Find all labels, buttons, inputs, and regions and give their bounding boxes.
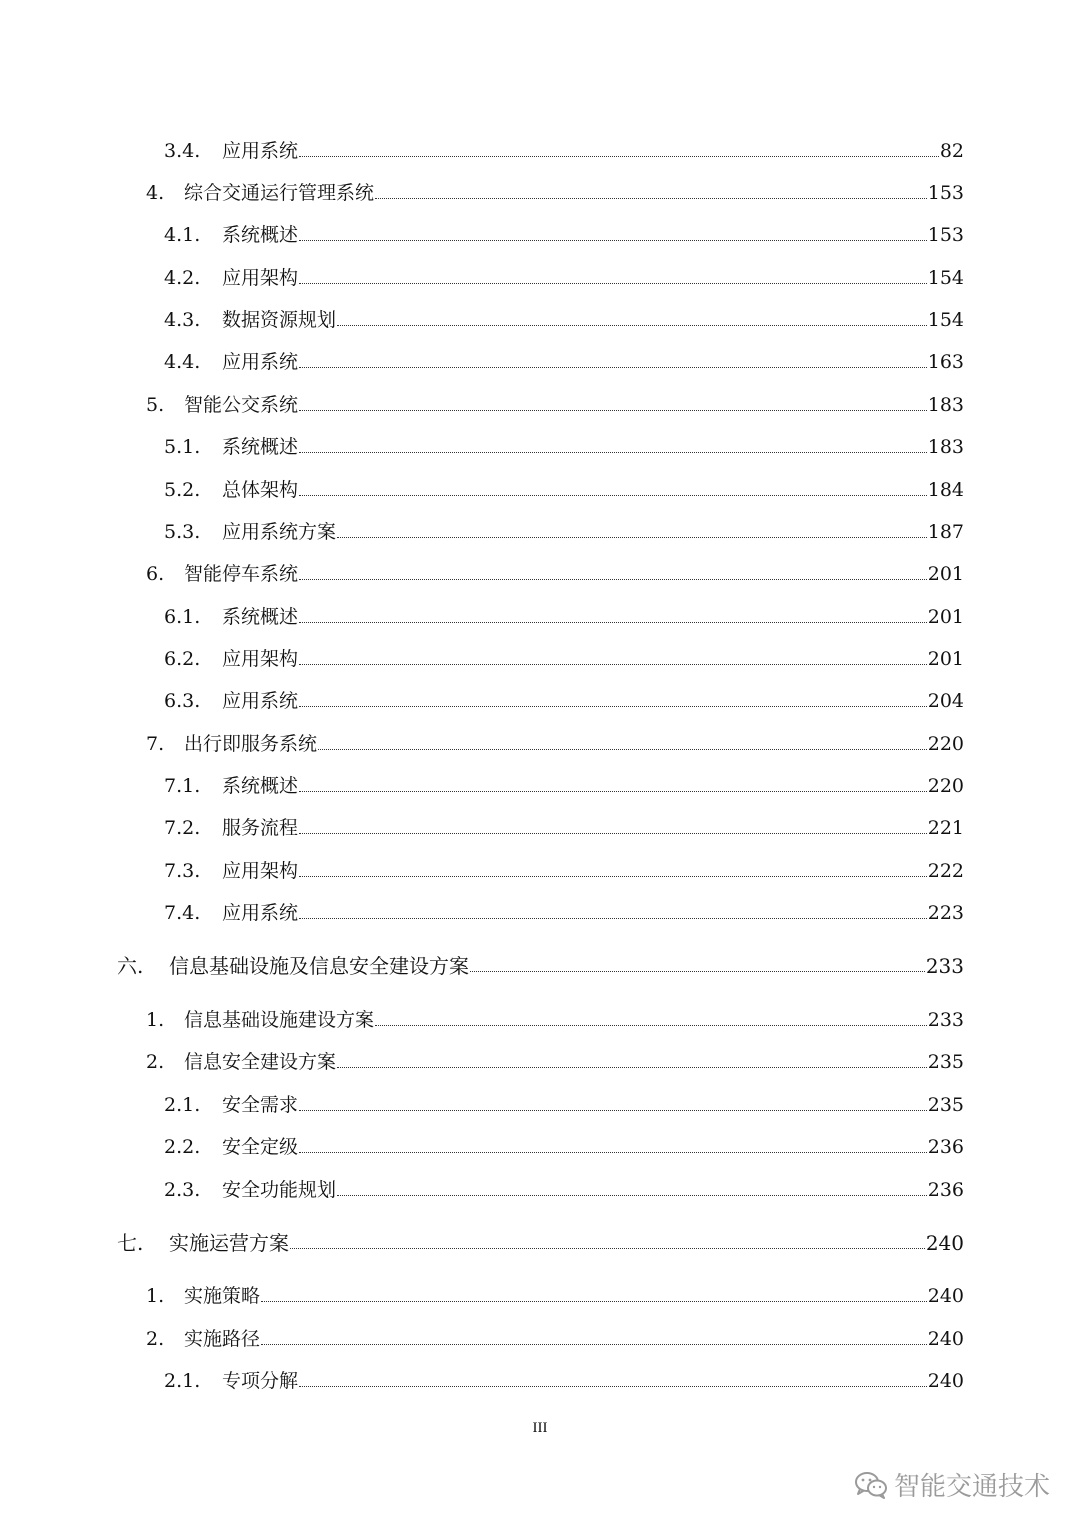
toc-entry[interactable] xyxy=(164,809,964,839)
toc-entry-page: 154 xyxy=(927,309,964,331)
toc-entry-number: 3.4. xyxy=(164,140,201,162)
toc-entry[interactable] xyxy=(146,725,964,755)
toc-entry-page: 82 xyxy=(939,140,964,162)
toc-entry-number: 5.3. xyxy=(164,521,201,543)
dot-leader xyxy=(299,579,927,580)
toc-entry-number: 2. xyxy=(146,1328,165,1350)
toc-entry-title: 实施运营方案 xyxy=(169,1231,289,1255)
toc-entry-title: 应用系统 xyxy=(222,140,299,162)
toc-entry-page: 235 xyxy=(927,1051,964,1073)
dot-leader xyxy=(261,1344,927,1345)
toc-entry-title: 信息基础设施建设方案 xyxy=(184,1009,375,1031)
toc-entry-number: 5. xyxy=(146,394,165,416)
toc-entry[interactable] xyxy=(146,555,964,585)
toc-entry[interactable] xyxy=(146,1320,964,1350)
toc-entry-title: 信息安全建设方案 xyxy=(184,1051,337,1073)
toc-entry-page: 183 xyxy=(927,436,964,458)
dot-leader xyxy=(299,452,927,453)
toc-entry-title: 系统概述 xyxy=(222,775,299,797)
toc-chapter-entry[interactable] xyxy=(117,1224,964,1254)
toc-entry-page: 204 xyxy=(927,690,964,712)
toc-entry-number: 7. xyxy=(146,733,165,755)
toc-entry-title: 应用架构 xyxy=(222,267,299,289)
toc-entry-page: 235 xyxy=(927,1094,964,1116)
dot-leader xyxy=(299,1152,927,1153)
toc-entry[interactable] xyxy=(164,301,964,331)
dot-leader xyxy=(318,749,927,750)
toc-entry-page: 223 xyxy=(927,902,964,924)
toc-entry-number: 2. xyxy=(146,1051,165,1073)
toc-entry-number: 2.3. xyxy=(164,1179,201,1201)
toc-entry[interactable] xyxy=(146,1277,964,1307)
toc-entry[interactable] xyxy=(164,1128,964,1158)
dot-leader xyxy=(299,410,927,411)
toc-entry-page: 220 xyxy=(927,775,964,797)
toc-entry[interactable] xyxy=(164,894,964,924)
toc-entry[interactable] xyxy=(146,1043,964,1073)
dot-leader xyxy=(299,367,927,368)
toc-entry-page: 184 xyxy=(927,479,964,501)
wechat-icon xyxy=(854,1471,888,1499)
toc-entry[interactable] xyxy=(164,1086,964,1116)
toc-entry-title: 出行即服务系统 xyxy=(184,733,318,755)
toc-entry-number: 1. xyxy=(146,1285,165,1307)
dot-leader xyxy=(299,918,927,919)
toc-entry-title: 应用系统 xyxy=(222,351,299,373)
toc-entry-title: 智能停车系统 xyxy=(184,563,299,585)
toc-entry-number: 2.2. xyxy=(164,1136,201,1158)
dot-leader xyxy=(299,876,927,877)
dot-leader xyxy=(299,1386,927,1387)
toc-entry[interactable] xyxy=(164,767,964,797)
toc-entry-title: 实施策略 xyxy=(184,1285,261,1307)
toc-entry[interactable] xyxy=(164,343,964,373)
toc-entry-number: 7.1. xyxy=(164,775,201,797)
toc-entry-number: 6.3. xyxy=(164,690,201,712)
dot-leader xyxy=(299,706,927,707)
toc-entry-number: 4.4. xyxy=(164,351,201,373)
toc-entry-title: 信息基础设施及信息安全建设方案 xyxy=(169,954,469,978)
toc-entry-title: 数据资源规划 xyxy=(222,309,337,331)
page-number: III xyxy=(532,1420,548,1436)
dot-leader xyxy=(337,537,927,538)
toc-entry-title: 应用系统方案 xyxy=(222,521,337,543)
toc-entry-page: 201 xyxy=(927,648,964,670)
toc-entry-page: 153 xyxy=(927,224,964,246)
toc-entry-page: 240 xyxy=(925,1231,964,1255)
toc-entry-title: 安全需求 xyxy=(222,1094,299,1116)
toc-entry-title: 实施路径 xyxy=(184,1328,261,1350)
toc-entry-page: 240 xyxy=(927,1285,964,1307)
toc-entry-page: 221 xyxy=(927,817,964,839)
dot-leader xyxy=(299,622,927,623)
toc-entry-page: 233 xyxy=(927,1009,964,1031)
toc-entry-title: 服务流程 xyxy=(222,817,299,839)
toc-entry-number: 7.3. xyxy=(164,860,201,882)
dot-leader xyxy=(299,1110,927,1111)
toc-entry-page: 240 xyxy=(927,1328,964,1350)
toc-entry-title: 专项分解 xyxy=(222,1370,299,1392)
dot-leader xyxy=(299,791,927,792)
toc-entry-number: 2.1. xyxy=(164,1094,201,1116)
toc-entry[interactable] xyxy=(164,598,964,628)
toc-entry-page: 222 xyxy=(927,860,964,882)
toc-entry[interactable] xyxy=(164,682,964,712)
dot-leader xyxy=(375,198,927,199)
toc-entry-title: 系统概述 xyxy=(222,606,299,628)
toc-entry-page: 236 xyxy=(927,1179,964,1201)
toc-entry-title: 综合交通运行管理系统 xyxy=(184,182,375,204)
toc-entry[interactable] xyxy=(164,1171,964,1201)
toc-entry-number: 7.2. xyxy=(164,817,201,839)
toc-entry[interactable] xyxy=(164,428,964,458)
toc-entry-title: 安全定级 xyxy=(222,1136,299,1158)
toc-entry-number: 6.2. xyxy=(164,648,201,670)
dot-leader xyxy=(299,240,927,241)
toc-entry[interactable] xyxy=(164,132,964,162)
dot-leader xyxy=(337,1067,927,1068)
toc-entry[interactable] xyxy=(146,174,964,204)
toc-entry-title: 安全功能规划 xyxy=(222,1179,337,1201)
toc-entry-title: 总体架构 xyxy=(222,479,299,501)
toc-entry-page: 201 xyxy=(927,563,964,585)
toc-entry[interactable] xyxy=(164,1362,964,1392)
toc-entry-number: 6.1. xyxy=(164,606,201,628)
toc-entry[interactable] xyxy=(164,471,964,501)
toc-chapter-entry[interactable] xyxy=(117,947,964,977)
toc-entry-title: 应用架构 xyxy=(222,648,299,670)
toc-entry-number: 5.1. xyxy=(164,436,201,458)
toc-entry-number: 六. xyxy=(117,954,144,978)
dot-leader xyxy=(470,971,925,972)
watermark-text: 智能交通技术 xyxy=(893,1472,1050,1502)
toc-entry-number: 七. xyxy=(117,1231,144,1255)
dot-leader xyxy=(290,1248,925,1249)
toc-entry-number: 4. xyxy=(146,182,165,204)
dot-leader xyxy=(299,833,927,834)
toc-entry-page: 236 xyxy=(927,1136,964,1158)
toc-entry[interactable] xyxy=(164,259,964,289)
toc-entry-number: 4.1. xyxy=(164,224,201,246)
toc-entry[interactable] xyxy=(164,513,964,543)
toc-entry[interactable] xyxy=(164,640,964,670)
toc-entry-page: 201 xyxy=(927,606,964,628)
dot-leader xyxy=(337,325,927,326)
toc-entry-title: 智能公交系统 xyxy=(184,394,299,416)
dot-leader xyxy=(261,1301,927,1302)
toc-entry-number: 6. xyxy=(146,563,165,585)
toc-entry-number: 4.3. xyxy=(164,309,201,331)
toc-entry-title: 应用系统 xyxy=(222,690,299,712)
toc-entry[interactable] xyxy=(146,1001,964,1031)
toc-entry-title: 系统概述 xyxy=(222,436,299,458)
toc-entry[interactable] xyxy=(146,386,964,416)
dot-leader xyxy=(337,1195,927,1196)
toc-entry-page: 183 xyxy=(927,394,964,416)
toc-entry-title: 系统概述 xyxy=(222,224,299,246)
watermark xyxy=(854,1466,1050,1503)
toc-entry-number: 4.2. xyxy=(164,267,201,289)
dot-leader xyxy=(299,664,927,665)
dot-leader xyxy=(299,156,939,157)
toc-entry-number: 7.4. xyxy=(164,902,201,924)
toc-entry[interactable] xyxy=(164,216,964,246)
toc-entry-title: 应用系统 xyxy=(222,902,299,924)
toc-entry-page: 187 xyxy=(927,521,964,543)
toc-entry-page: 153 xyxy=(927,182,964,204)
dot-leader xyxy=(375,1025,927,1026)
toc-entry-page: 163 xyxy=(927,351,964,373)
toc-entry-page: 154 xyxy=(927,267,964,289)
dot-leader xyxy=(299,495,927,496)
toc-entry-title: 应用架构 xyxy=(222,860,299,882)
toc-entry-number: 2.1. xyxy=(164,1370,201,1392)
dot-leader xyxy=(299,283,927,284)
toc-entry[interactable] xyxy=(164,852,964,882)
toc-entry-number: 5.2. xyxy=(164,479,201,501)
toc-entry-page: 233 xyxy=(925,954,964,978)
toc-entry-number: 1. xyxy=(146,1009,165,1031)
toc-entry-page: 220 xyxy=(927,733,964,755)
toc-entry-page: 240 xyxy=(927,1370,964,1392)
